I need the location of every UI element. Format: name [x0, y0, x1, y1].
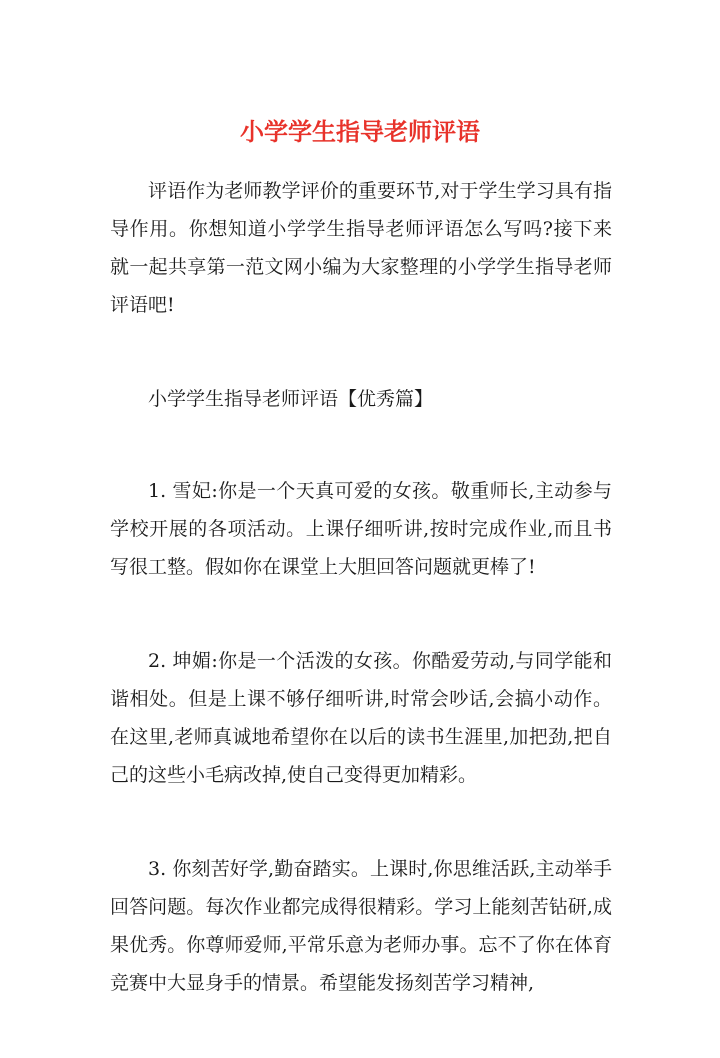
comment-paragraph-2: 2. 坤媚:你是一个活泼的女孩。你酷爱劳动,与同学能和谐相处。但是上课不够仔细听讲,时常会吵话,会搞小动作。在这里,老师真诚地希望你在以后的读书生涯里,加把劲,把自己的这些小毛病改掉,使自己变得更加精彩。 [110, 650, 612, 786]
comment-paragraph-3: 3. 你刻苦好学,勤奋踏实。上课时,你思维活跃,主动举手回答问题。每次作业都完成得很精彩。学习上能刻苦钻研,成果优秀。你尊师爱师,平常乐意为老师办事。忘不了你在体育竞赛中大显身手的情景。希望能发扬刻苦学习精神, [110, 858, 612, 994]
section-heading: 小学学生指导老师评语【优秀篇】 [148, 388, 434, 410]
document-title: 小学学生指导老师评语 [240, 117, 480, 146]
intro-paragraph: 评语作为老师教学评价的重要环节,对于学生学习具有指导作用。你想知道小学学生指导老师评语怎么写吗?接下来就一起共享第一范文网小编为大家整理的小学学生指导老师评语吧! [110, 180, 612, 316]
comment-paragraph-1: 1. 雪妃:你是一个天真可爱的女孩。敬重师长,主动参与学校开展的各项活动。上课仔细听讲,按时完成作业,而且书写很工整。假如你在课堂上大胆回答问题就更棒了! [110, 480, 612, 578]
document-body [110, 172, 612, 1058]
